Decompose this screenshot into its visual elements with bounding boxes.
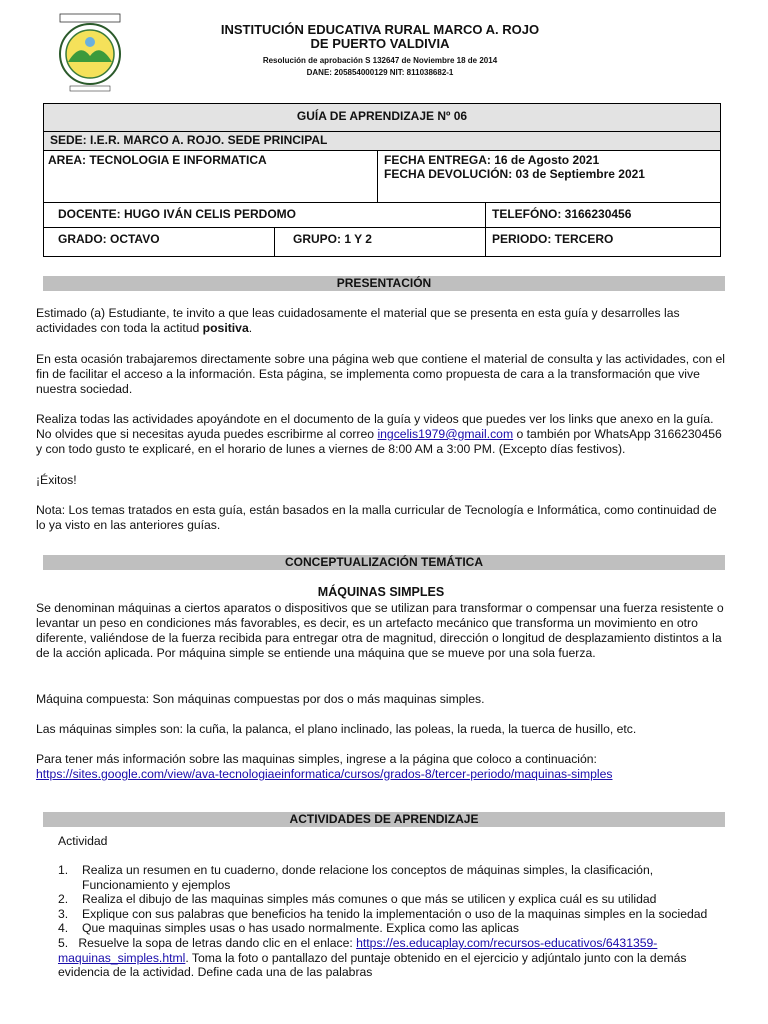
fecha-entrega: FECHA ENTREGA: 16 de Agosto 2021 (384, 153, 600, 167)
email-link[interactable]: ingcelis1979@gmail.com (377, 427, 514, 441)
header-dane-nit: DANE: 205854000129 NIT: 811038682-1 (306, 68, 454, 77)
area-cell: AREA: TECNOLOGIA E INFORMATICA (44, 151, 378, 202)
item-text: Realiza un resumen en tu cuaderno, donde relacione los conceptos de máquinas simples, la clasificación, Funcionamiento y ejemplos (82, 863, 654, 892)
actividad-label: Actividad (58, 834, 108, 848)
header-location: DE PUERTO VALDIVIA (310, 36, 450, 51)
list-item (36, 936, 726, 980)
actividades-list (36, 863, 726, 980)
item-text: Realiza el dibujo de las maquinas simples más comunes o que más se utilicen y explica cuál es su utilidad (82, 892, 657, 907)
docente-row (44, 203, 720, 228)
grado-cell: GRADO: OCTAVO (44, 228, 275, 256)
fecha-devolucion: FECHA DEVOLUCIÓN: 03 de Septiembre 2021 (384, 167, 645, 181)
telefono-cell: TELEFÓNO: 3166230456 (492, 207, 632, 221)
guide-title: GUÍA DE APRENDIZAJE Nº 06 (296, 109, 468, 123)
sede-cell: SEDE: I.E.R. MARCO A. ROJO. SEDE PRINCIPAL (50, 133, 328, 147)
fechas-cell (378, 151, 720, 202)
p1-end: . (248, 321, 253, 335)
presentacion-heading: PRESENTACIÓN (43, 276, 725, 291)
presentacion-nota: Nota: Los temas tratados en esta guía, están basados en la malla curricular de Tecnología e Informática, como continuidad de lo ya visto en las anteriores guías. (36, 503, 717, 532)
p3-end: o también por WhatsApp 3166230456 y con todo gusto te explicaré, en el horario de lunes a viernes de 8:00 AM a 3:00 PM. (Excepto días festivos). (36, 427, 722, 456)
list-item (36, 907, 726, 922)
presentacion-paragraph-2: En esta ocasión trabajaremos directamente sobre una página web que contiene el material de consulta y las actividades, con el fin de facilitar el acceso a la información. Esta página, se implementa como propuesta de cara a la transformación que vive nuestra sociedad. (36, 352, 726, 396)
actividades-heading: ACTIVIDADES DE APRENDIZAJE (43, 812, 725, 827)
guide-info-table (43, 103, 721, 257)
header-institution: INSTITUCIÓN EDUCATIVA RURAL MARCO A. ROJO (220, 22, 540, 37)
presentacion-paragraph-1 (36, 306, 726, 336)
grupo-cell: GRUPO: 1 Y 2 (275, 228, 486, 256)
presentacion-exitos: ¡Éxitos! (36, 473, 77, 487)
item-number: 1. (58, 863, 69, 877)
p1-text: Estimado (a) Estudiante, te invito a que leas cuidadosamente el material que se presenta en esta guía y desarrolles las actividades con toda la actitud (36, 306, 680, 335)
p3-text: Realiza todas las actividades apoyándote en el documento de la guía y videos que puedes ver los links que anexo en la guía. No olvides que si necesitas ayuda puedes escribirme al correo (36, 412, 714, 441)
maquinas-simples-title: MÁQUINAS SIMPLES (317, 585, 445, 599)
list-item (36, 921, 726, 936)
p4-text: Para tener más información sobre las maquinas simples, ingrese a la página que coloco a continuación: (36, 752, 597, 766)
periodo-cell: PERIODO: TERCERO (492, 232, 614, 246)
conceptualizacion-paragraph-3: Las máquinas simples son: la cuña, la palanca, el plano inclinado, las poleas, la rueda, la tuerca de husillo, etc. (36, 722, 637, 736)
conceptualizacion-paragraph-2: Máquina compuesta: Son máquinas compuestas por dos o más maquinas simples. (36, 692, 485, 706)
grado-row (44, 228, 720, 256)
item-number: 3. (58, 906, 69, 921)
item-text: Explique con sus palabras que beneficios ha tenido la implementación o uso de la maquinas simples en la sociedad (82, 906, 708, 921)
conceptualizacion-paragraph-1: Se denominan máquinas a ciertos aparatos o dispositivos que se utilizan para transformar o compensar una fuerza resistente o levantar un peso en condiciones más favorables, es decir, es un artefacto mecánico que transforma un movimiento en otro diferente, valiéndose de la fuerza recibida para entregar otra de magnitud, dirección o longitud de desplazamiento distintos a la de la acción aplicada. Por máquina simple se entiende una máquina que se mueve por una sola fuerza. (36, 601, 724, 660)
school-logo (50, 12, 130, 92)
header-resolution: Resolución de aprobación S 132647 de Noviembre 18 de 2014 (262, 56, 498, 65)
docente-cell: DOCENTE: HUGO IVÁN CELIS PERDOMO (44, 203, 486, 227)
conceptualizacion-paragraph-4 (36, 752, 726, 782)
item-text: Que maquinas simples usas o has usado normalmente. Explica como las aplicas (82, 921, 519, 936)
presentacion-paragraph-3 (36, 412, 726, 457)
sede-row (44, 132, 720, 151)
item-text: Resuelve la sopa de letras dando clic en el enlace: (78, 935, 357, 950)
item-number: 2. (58, 892, 69, 907)
conceptualizacion-heading: CONCEPTUALIZACIÓN TEMÁTICA (43, 555, 725, 570)
item-number: 4. (58, 921, 69, 936)
item-text-end: . Toma la foto o pantallazo del puntaje obtenido en el ejercicio y adjúntalo junto con la demás evidencia de la actividad. Define cada una de las palabras (58, 950, 687, 980)
guide-title-row (44, 104, 720, 132)
p1-bold: positiva (202, 321, 249, 335)
item-number: 5. (58, 935, 69, 950)
area-row (44, 151, 720, 203)
list-item (36, 863, 726, 892)
sopa-de-letras-link[interactable]: https://es.educaplay.com/recursos-educativos/6431359-maquinas_simples.html (58, 935, 658, 965)
list-item (36, 892, 726, 907)
maquinas-simples-link[interactable]: https://sites.google.com/view/ava-tecnologiaeinformatica/cursos/grados-8/tercer-periodo/maquinas-simples (36, 767, 613, 781)
